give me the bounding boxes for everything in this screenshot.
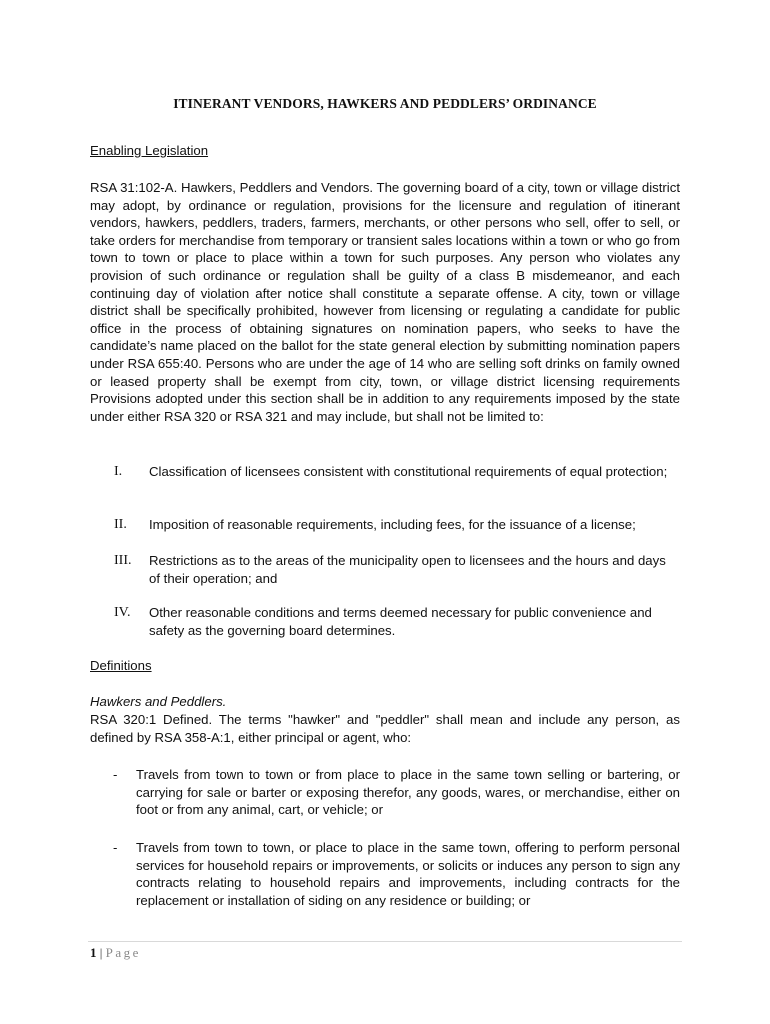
dash-bullet: - — [113, 840, 118, 855]
item-numeral: II. — [114, 517, 127, 532]
item-numeral: I. — [114, 464, 123, 479]
definition-paragraph: RSA 320:1 Defined. The terms "hawker" and "peddler" shall mean and include any person, as defined by RSA 358-A:1, either principal or agent, who: — [90, 712, 680, 745]
section-heading-enabling-legislation: Enabling Legislation — [90, 143, 209, 158]
page-number: 1 — [90, 945, 97, 960]
footer-divider — [88, 941, 682, 942]
subheading-hawkers-peddlers: Hawkers and Peddlers. — [90, 694, 227, 709]
item-text: Other reasonable conditions and terms deemed necessary for public convenience and safety as the governing board determines. — [149, 605, 652, 638]
page-label: Page — [105, 945, 141, 960]
item-text: Imposition of reasonable requirements, including fees, for the issuance of a license; — [149, 517, 636, 532]
page-footer — [90, 945, 141, 961]
document-title: ITINERANT VENDORS, HAWKERS AND PEDDLERS’ ORDINANCE — [173, 96, 597, 111]
enabling-legislation-paragraph: RSA 31:102-A. Hawkers, Peddlers and Vendors. The governing board of a city, town or village district may adopt, by ordinance or regulation, provisions for the licensure and regulation of itinerant vendors, hawkers, peddlers, traders, farmers, merchants, or other persons who sell, offer to sell, or take orders for merchandise from temporary or transient sales locations within a town or who go from town to town or place to place within a town for such purposes. Any person who violates any provision of such ordinance or regulation shall be guilty of a class B misdemeanor, and each continuing day of violation after notice shall constitute a separate offense. A city, town or village district shall be specifically prohibited, however from licensing or regulating a candidate for public office in the process of obtaining signatures on nomination papers, who seeks to have the candidate’s name placed on the ballot for the state general election by submitting nomination papers under RSA 655:40. Persons who are under the age of 14 who are selling soft drinks on family owned or leased property shall be exempt from city, town, or village district licensing requirements Provisions adopted under this section shall be in addition to any requirements imposed by the state under either RSA 320 or RSA 321 and may include, but shall not be limited to: — [90, 180, 680, 424]
dash-item-text: Travels from town to town, or place to place in the same town, offering to perform personal services for household repairs or improvements, or solicits or induces any person to sign any contracts relating to household repairs and improvements, including contracts for the replacement or installation of siding on any residence or building; or — [136, 840, 680, 908]
item-numeral: IV. — [114, 605, 131, 620]
item-numeral: III. — [114, 553, 132, 568]
dash-item-text: Travels from town to town or from place to place in the same town selling or bartering, or carrying for sale or barter or exposing therefor, any goods, wares, or merchandise, either on foot or from any animal, cart, or vehicle; or — [136, 767, 680, 818]
footer-separator: | — [99, 945, 103, 960]
section-heading-definitions: Definitions — [90, 658, 152, 673]
item-text: Restrictions as to the areas of the municipality open to licensees and the hours and days of their operation; and — [149, 553, 666, 586]
item-text: Classification of licensees consistent with constitutional requirements of equal protection; — [149, 464, 668, 479]
dash-bullet: - — [113, 767, 118, 782]
